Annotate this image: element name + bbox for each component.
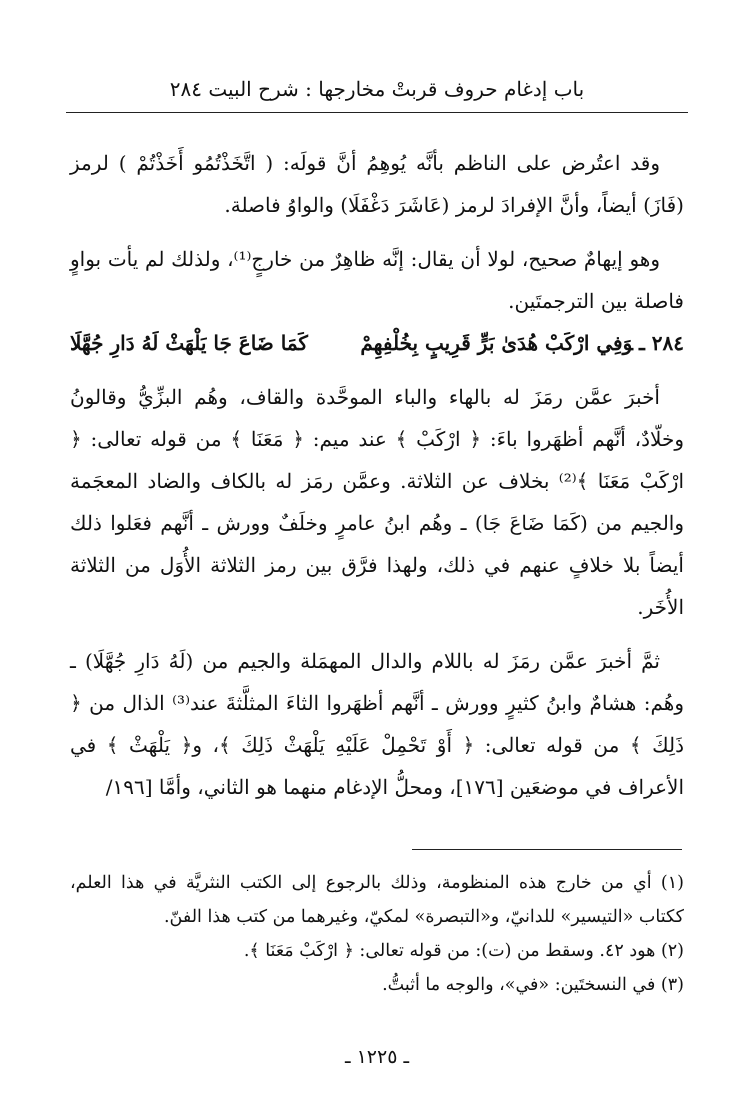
running-header: باب إدغام حروف قربتْ مخارجها : شرح البيت ٢٨٤	[169, 77, 585, 101]
verse-hemistich-2: كَمَا ضَاعَ جَا يَلْهَثْ لَهُ دَارِ جُهَّلَا	[70, 331, 308, 355]
paragraph-objection: وقد اعتُرض على الناظم بأنَّه يُوهِمُ أنَّ قولَه: ( اتَّخَذْتُمُو أَخَذْتُمْ ) لرمز (فَازَ) أيضاً، وأنَّ الإفرادَ لرمز (عَاشَرَ دَغْفَلَا) والواوُ فاصلة.	[70, 151, 684, 217]
footnotes	[70, 866, 684, 1002]
verse-hemistich-1: وَفِي ارْكَبْ هُدَىٰ بَرٍّ قَرِيبٍ بِخُلْفِهِمْ	[360, 331, 633, 355]
header-rule	[66, 112, 688, 113]
verse-number: ٢٨٤ ـ	[638, 331, 684, 355]
page-number: ـ ١٢٢٥ ـ	[344, 1046, 410, 1068]
footnote-1: (١) أي من خارج هذه المنظومة، وذلك بالرجوع إلى الكتب النثريَّة في هذا العلم، ككتاب «التيسير» للدانيّ، و«التبصرة» لمكيّ، وغيرهما من كتب هذا الفنّ.	[70, 873, 684, 927]
paragraph-response: وهو إيهامٌ صحيح، لولا أن يقال: إنَّه ظاهِرٌ من خارجٍ⁽¹⁾، ولذلك لم يأت بواوٍ فاصلة بين الترجمتَين.	[70, 247, 684, 313]
verse-first-half	[360, 322, 684, 364]
verse-line	[70, 322, 684, 364]
footnote-3: (٣) في النسختَين: «في»، والوجه ما أثبتُّ.	[382, 975, 684, 995]
paragraph-commentary-2: ثمَّ أخبرَ عمَّن رمَزَ له باللام والدال المهمَلة والجيم من (لَهُ دَارِ جُهَّلَا) ـ وهُم: هشامٌ وابنُ كثيرٍ وورش ـ أنَّهم أظهَروا الثاءَ المثلَّثةَ عند⁽³⁾ الذال من ﴿ ذَلِكَ ﴾ من قوله تعالى: ﴿ أَوْ تَحْمِلْ عَلَيْهِ يَلْهَثْ ذَلِكَ ﴾، و﴿ يَلْهَثْ ﴾ في الأعراف في موضعَين [١٧٦]، ومحلُّ الإدغام منهما هو الثاني، وأمَّا [١٩٦/	[70, 649, 684, 799]
footnote-rule	[412, 849, 682, 850]
footnote-2: (٢) هود ٤٢. وسقط من (ت): من قوله تعالى: ﴿ ارْكَبْ مَعَنَا ﴾.	[243, 941, 684, 961]
paragraph-commentary-1: أخبرَ عمَّن رمَزَ له بالهاء والباء الموحَّدة والقاف، وهُم البزِّيُّ وقالونُ وخلّادٌ، أنَّهم أظهَروا باءَ: ﴿ ارْكَبْ ﴾ عند ميم: ﴿ مَعَنَا ﴾ من قوله تعالى: ﴿ ارْكَبْ مَعَنَا ﴾⁽²⁾ بخلاف عن الثلاثة. وعمَّن رمَز له بالكاف والضاد المعجَمة والجيم من (كَمَا ضَاعَ جَا) ـ وهُم ابنُ عامرٍ وخلَفٌ وورش ـ أنَّهم فعَلوا ذلك أيضاً بلا خلافٍ عنهم في ذلك، ولهذا فرَّق بين رمز الثلاثة الأُوَل من الثلاثة الأُخَر.	[70, 385, 684, 619]
body-text	[70, 142, 684, 808]
